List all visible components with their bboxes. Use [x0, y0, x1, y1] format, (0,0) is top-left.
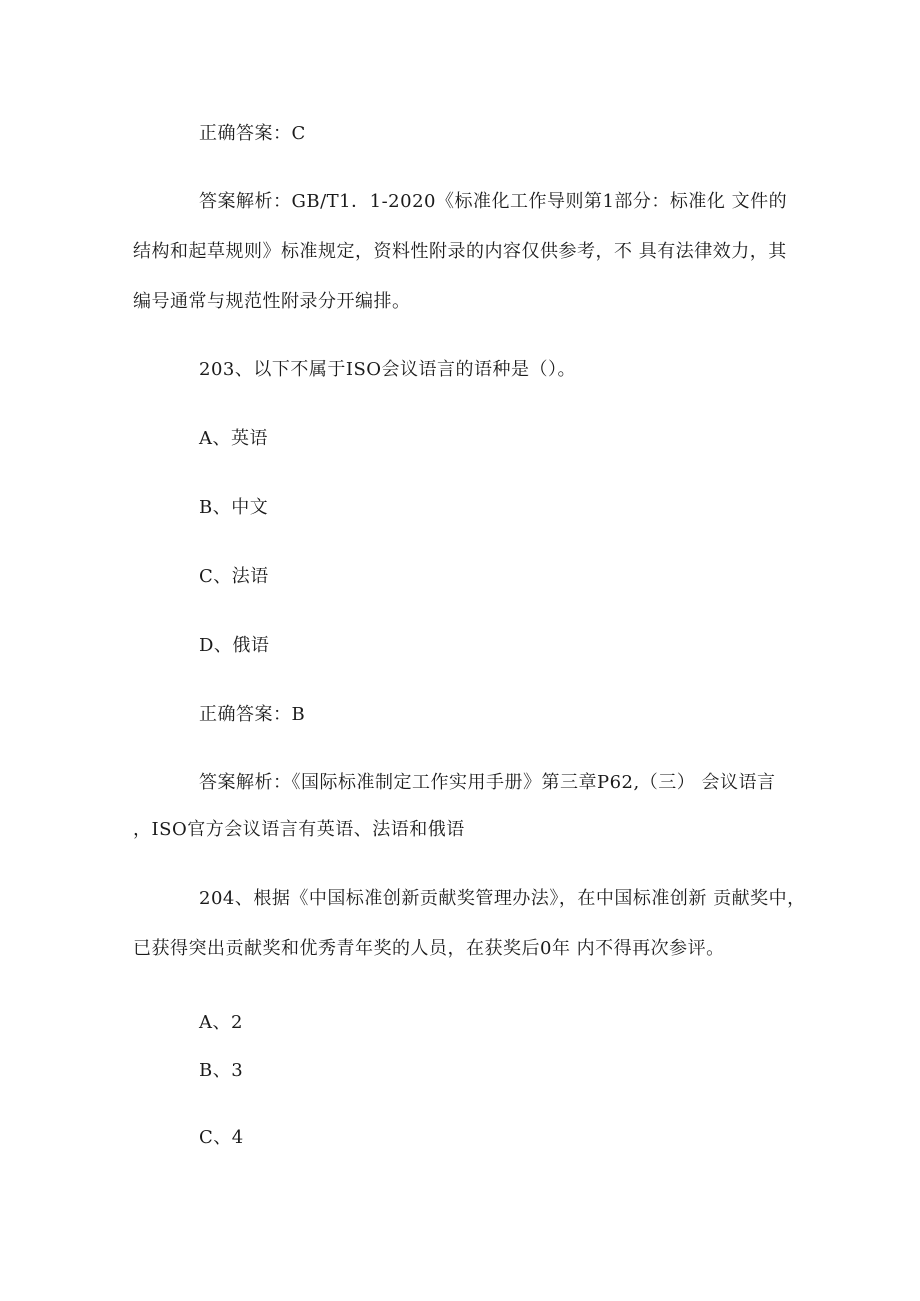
analysis-line: 结构和起草规则》标准规定，资料性附录的内容仅供参考，不 具有法律效力，其 [133, 241, 787, 262]
option-line: D、俄语 [199, 635, 270, 656]
option-line: A、英语 [199, 428, 268, 449]
question-line: 已获得突出贡献奖和优秀青年奖的人员，在获奖后0年 内不得再次参评。 [133, 938, 725, 959]
analysis-line: ，ISO官方会议语言有英语、法语和俄语 [133, 819, 465, 840]
question-line: 203、以下不属于ISO会议语言的语种是（）。 [199, 359, 577, 380]
option-line: B、中文 [199, 497, 269, 518]
option-line: C、法语 [199, 566, 269, 587]
analysis-line: 答案解析：GB/T1．1-2020《标准化工作导则第1部分：标准化 文件的 [199, 191, 788, 212]
analysis-line: 编号通常与规范性附录分开编排。 [133, 291, 411, 312]
option-line: A、2 [199, 1012, 243, 1033]
option-line: B、3 [199, 1060, 244, 1081]
answer-line: 正确答案：C [199, 123, 306, 144]
question-line: 204、根据《中国标准创新贡献奖管理办法》，在中国标准创新 贡献奖中， [199, 888, 806, 909]
analysis-line: 答案解析：《国际标准制定工作实用手册》第三章P62,（三） 会议语言 [199, 772, 776, 793]
option-line: C、4 [199, 1127, 244, 1148]
answer-line: 正确答案：B [199, 704, 306, 725]
